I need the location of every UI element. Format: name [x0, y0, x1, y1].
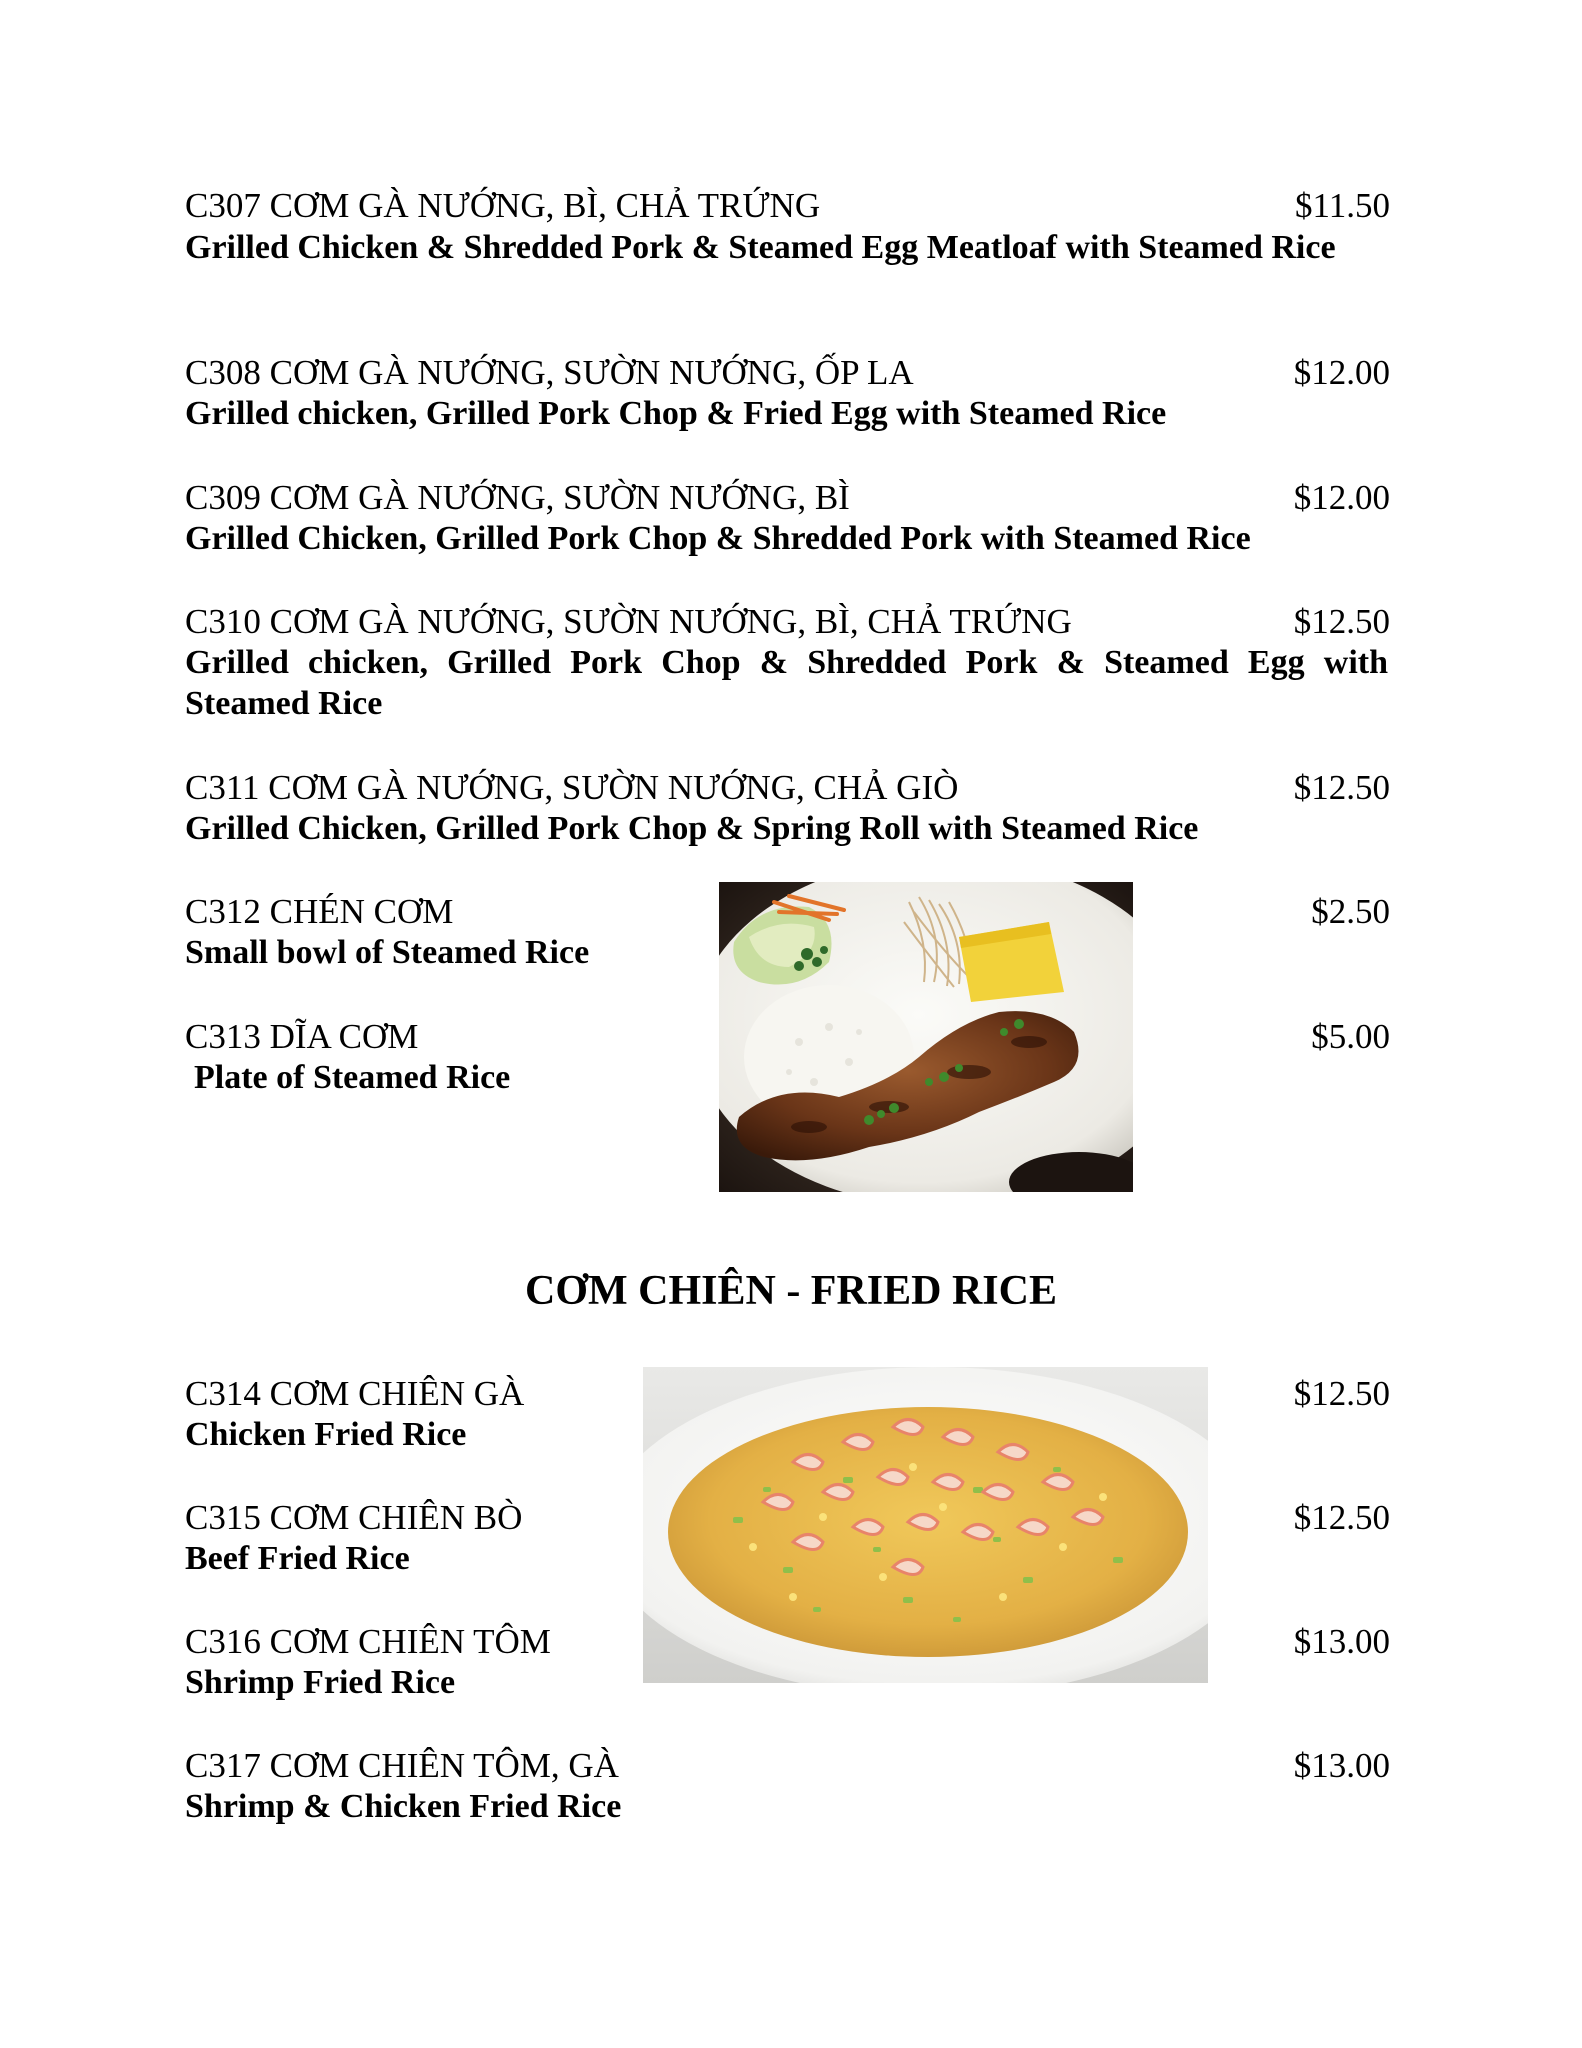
item-c313-english: Plate of Steamed Rice — [194, 1059, 511, 1096]
shrimp-fried-rice-photo — [643, 1367, 1208, 1683]
item-c315-name: C315 CƠM CHIÊN BÒ — [185, 1498, 523, 1537]
item-c309-name: C309 CƠM GÀ NƯỚNG, SƯỜN NƯỚNG, BÌ — [185, 478, 850, 517]
item-c313-price: $5.00 — [1311, 1017, 1390, 1056]
item-c317-price: $13.00 — [1293, 1746, 1390, 1785]
item-c307-english: Grilled Chicken & Shredded Pork & Steamed Egg Meatloaf with Steamed Rice — [185, 229, 1336, 266]
item-c317-english: Shrimp & Chicken Fried Rice — [185, 1788, 622, 1825]
item-c315-english: Beef Fried Rice — [185, 1540, 410, 1577]
item-c310-price: $12.50 — [1293, 602, 1390, 641]
item-c307-price: $11.50 — [1295, 186, 1390, 225]
item-c308-price: $12.00 — [1293, 353, 1390, 392]
item-c316-name: C316 CƠM CHIÊN TÔM — [185, 1622, 551, 1661]
item-c308-name: C308 CƠM GÀ NƯỚNG, SƯỜN NƯỚNG, ỐP LA — [185, 353, 914, 392]
item-c317-name: C317 CƠM CHIÊN TÔM, GÀ — [185, 1746, 619, 1785]
grilled-pork-rice-photo — [719, 882, 1133, 1192]
item-c311-name: C311 CƠM GÀ NƯỚNG, SƯỜN NƯỚNG, CHẢ GIÒ — [185, 768, 959, 807]
item-c314-price: $12.50 — [1293, 1374, 1390, 1413]
section-heading-fried-rice: CƠM CHIÊN - FRIED RICE — [524, 1268, 1057, 1314]
item-c316-english: Shrimp Fried Rice — [185, 1664, 456, 1701]
item-c316-price: $13.00 — [1293, 1622, 1390, 1661]
item-c307-name: C307 CƠM GÀ NƯỚNG, BÌ, CHẢ TRỨNG — [185, 186, 821, 225]
item-c310-english: Grilled chicken, Grilled Pork Chop & Shredded Pork & Steamed Egg with Steamed Rice — [185, 644, 1388, 722]
item-c315-price: $12.50 — [1293, 1498, 1390, 1537]
item-c314-english: Chicken Fried Rice — [185, 1416, 467, 1453]
item-c312-price: $2.50 — [1311, 892, 1390, 931]
item-c311-price: $12.50 — [1293, 768, 1390, 807]
item-c309-price: $12.00 — [1293, 478, 1390, 517]
item-c313-name: C313 DĨA CƠM — [185, 1017, 419, 1056]
item-c311-english: Grilled Chicken, Grilled Pork Chop & Spring Roll with Steamed Rice — [185, 810, 1199, 847]
item-c314-name: C314 CƠM CHIÊN GÀ — [185, 1374, 525, 1413]
item-c312-name: C312 CHÉN CƠM — [185, 892, 454, 931]
item-c312-english: Small bowl of Steamed Rice — [185, 934, 590, 971]
item-c308-english: Grilled chicken, Grilled Pork Chop & Fried Egg with Steamed Rice — [185, 395, 1167, 432]
item-c309-english: Grilled Chicken, Grilled Pork Chop & Shredded Pork with Steamed Rice — [185, 520, 1251, 557]
item-c310-name: C310 CƠM GÀ NƯỚNG, SƯỜN NƯỚNG, BÌ, CHẢ TRỨNG — [185, 602, 1072, 641]
